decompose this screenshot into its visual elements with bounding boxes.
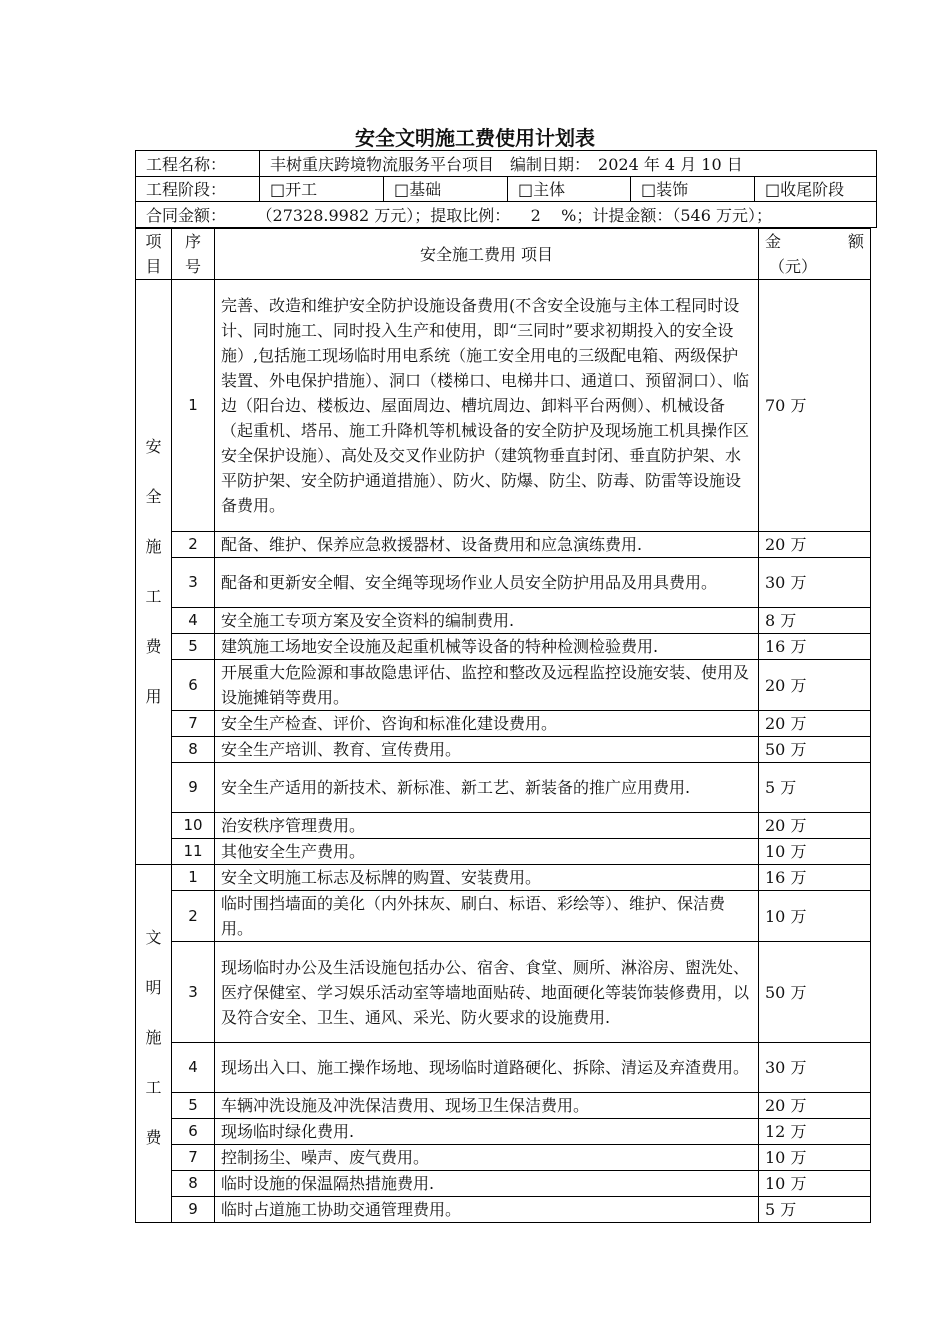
row-no: 1 [172,865,215,891]
row-text: 安全生产检查、评价、咨询和标准化建设费用。 [215,711,759,737]
row-text: 临时围挡墙面的美化（内外抹灰、刷白、标语、彩绘等）、维护、保洁费用。 [215,891,759,942]
category-char: 用 [145,687,162,706]
col-header-no-char: 序 [184,232,201,251]
table-header-row [136,229,871,280]
row-amount: 10 万 [759,839,871,865]
row-text: 安全生产适用的新技术、新标准、新工艺、新装备的推广应用费用. [215,763,759,813]
row-no: 9 [172,763,215,813]
category-char: 安 [145,437,162,456]
row-text: 治安秩序管理费用。 [215,813,759,839]
row-no: 3 [172,558,215,608]
row-no: 6 [172,660,215,711]
header-project-row [135,150,877,177]
row-amount: 30 万 [759,1043,871,1093]
row-text: 现场临时办公及生活设施包括办公、宿舍、食堂、厕所、淋浴房、盥洗处、医疗保健室、学习娱乐活动室等墙地面贴砖、地面硬化等装饰装修费用，以及符合安全、卫生、通风、采光、防火要求的设施费用. [215,942,759,1043]
table-row [136,891,871,942]
project-name: 丰树重庆跨境物流服务平台项目 [270,155,495,174]
row-text: 配备和更新安全帽、安全绳等现场作业人员安全防护用品及用具费用。 [215,558,759,608]
table-row [136,558,871,608]
row-text: 临时设施的保温隔热措施费用. [215,1171,759,1197]
category-char: 明 [145,977,162,997]
category-civil [136,865,172,1223]
table-row [136,839,871,865]
category-char: 施 [145,1027,162,1047]
row-amount: 8 万 [759,608,871,634]
category-char: 全 [145,487,162,506]
col-header-category [136,229,172,280]
table-row [136,711,871,737]
row-text: 现场临时绿化费用. [215,1119,759,1145]
table-row [136,634,871,660]
date-value: 2024 年 4 月 10 日 [598,155,743,174]
row-no: 8 [172,737,215,763]
stage-option-foundation[interactable]: □基础 [383,176,507,201]
table-row [136,865,871,891]
table-row [136,1197,871,1223]
row-no: 7 [172,711,215,737]
row-text: 控制扬尘、噪声、废气费用。 [215,1145,759,1171]
row-amount: 70 万 [759,280,871,532]
row-amount: 50 万 [759,942,871,1043]
row-amount: 12 万 [759,1119,871,1145]
cost-plan-table [135,228,871,1223]
table-row [136,942,871,1043]
row-text: 完善、改造和维护安全防护设施设备费用(不含安全设施与主体工程同时设计、同时施工、同时投入生产和使用，即“三同时”要求初期投入的安全设施）,包括施工现场临时用电系统（施工安全用电的三级配电箱、两级保护装置、外电保护措施）、洞口（楼梯口、电梯井口、通道口、预留洞口）、临边（阳台边、楼板边、屋面周边、槽坑周边、卸料平台两侧）、机械设备（起重机、塔吊、施工升降机等机械设备的安全防护及现场施工机具操作区安全保护设施）、高处及交叉作业防护（建筑物垂直封闭、垂直防护架、水平防护架、安全防护通道措施）、防火、防爆、防尘、防毒、防雷等设施设备费用。 [215,280,759,532]
row-amount: 20 万 [759,1093,871,1119]
table-row [136,532,871,558]
stage-option-decoration[interactable]: □装饰 [630,176,754,201]
category-char: 费 [145,1127,162,1147]
category-safety [136,280,172,865]
category-char: 工 [145,587,162,606]
row-amount: 10 万 [759,1145,871,1171]
table-row [136,1093,871,1119]
row-amount: 5 万 [759,1197,871,1223]
row-text: 配备、维护、保养应急救援器材、设备费用和应急演练费用. [215,532,759,558]
category-char: 施 [145,537,162,556]
category-char: 工 [145,1077,162,1097]
category-char: 文 [145,927,162,947]
category-char: 费 [145,637,162,656]
col-header-no-char: 号 [184,257,201,276]
row-no: 3 [172,942,215,1043]
row-amount: 20 万 [759,660,871,711]
row-amount: 20 万 [759,711,871,737]
row-text: 安全文明施工标志及标牌的购置、安装费用。 [215,865,759,891]
row-amount: 5 万 [759,763,871,813]
col-header-category-char: 项 [145,232,162,251]
row-text: 安全生产培训、教育、宣传费用。 [215,737,759,763]
stage-label: 工程阶段： [146,180,227,199]
table-row [136,1145,871,1171]
table-row [136,1043,871,1093]
row-text: 车辆冲洗设施及冲洗保洁费用、现场卫生保洁费用。 [215,1093,759,1119]
stage-option-structure[interactable]: □主体 [507,176,630,201]
project-info [259,151,876,176]
row-no: 6 [172,1119,215,1145]
col-header-no [172,229,215,280]
row-no: 4 [172,608,215,634]
row-no: 4 [172,1043,215,1093]
row-no: 2 [172,532,215,558]
row-no: 9 [172,1197,215,1223]
row-no: 7 [172,1145,215,1171]
amount-header-left: 金 [765,232,782,251]
row-text: 临时占道施工协助交通管理费用。 [215,1197,759,1223]
col-header-amount-top [765,229,864,254]
table-row [136,1171,871,1197]
table-row [136,280,871,532]
row-text: 其他安全生产费用。 [215,839,759,865]
row-no: 5 [172,634,215,660]
row-amount: 16 万 [759,865,871,891]
row-amount: 20 万 [759,813,871,839]
stage-option-start[interactable]: □开工 [259,176,383,201]
row-amount: 16 万 [759,634,871,660]
date-label: 编制日期： [510,155,591,174]
row-text: 开展重大危险源和事故隐患评估、监控和整改及远程监控设施安装、使用及设施摊销等费用。 [215,660,759,711]
row-amount: 50 万 [759,737,871,763]
col-header-category-char: 目 [145,257,162,276]
row-no: 8 [172,1171,215,1197]
col-header-item: 安全施工费用 项目 [215,229,759,280]
row-no: 5 [172,1093,215,1119]
row-amount: 10 万 [759,891,871,942]
row-text: 安全施工专项方案及安全资料的编制费用. [215,608,759,634]
row-amount: 20 万 [759,532,871,558]
amount-header-right: 额 [847,232,864,251]
header-contract-row [135,201,877,228]
amount-header-unit: （元） [769,257,818,276]
col-header-amount [759,229,871,280]
row-no: 11 [172,839,215,865]
table-row [136,660,871,711]
table-row [136,813,871,839]
contract-line: 合同金额： （27328.9982 万元）；提取比例： 2 %；计提金额：（546 万元）； [146,205,773,225]
row-text: 建筑施工场地安全设施及起重机械等设备的特种检测检验费用. [215,634,759,660]
row-text: 现场出入口、施工操作场地、现场临时道路硬化、拆除、清运及弃渣费用。 [215,1043,759,1093]
row-no: 2 [172,891,215,942]
row-no: 1 [172,280,215,532]
page-title: 安全文明施工费使用计划表 [355,126,595,150]
row-no: 10 [172,813,215,839]
table-row [136,1119,871,1145]
stage-option-closing[interactable]: □收尾阶段 [754,176,876,201]
table-row [136,737,871,763]
header-stage-row [135,176,877,202]
project-label: 工程名称： [146,155,227,174]
table-row [136,608,871,634]
table-row [136,763,871,813]
row-amount: 10 万 [759,1171,871,1197]
row-amount: 30 万 [759,558,871,608]
